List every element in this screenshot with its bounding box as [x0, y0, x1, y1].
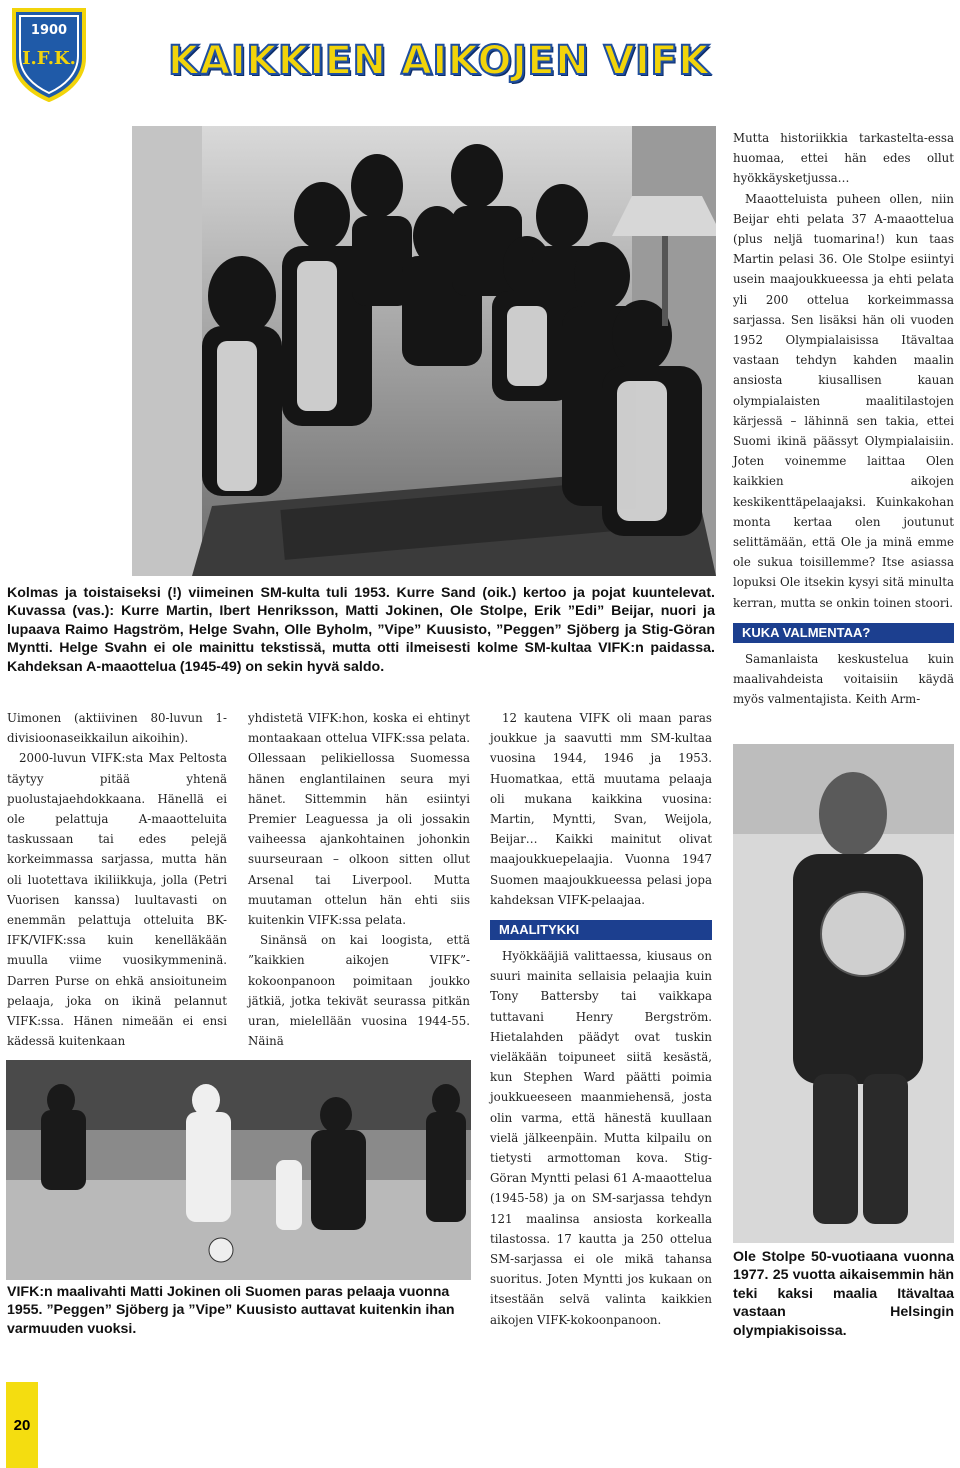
paragraph: 12 kautena VIFK oli maan paras joukkue ja saavutti mm SM-kultaa vuosina 1944, 1946 ja 1953. Huomatkaa, että muutama pelaaja oli mukana kaikkina vuosina: Martin, Myntti, Svan, Weijola, Beijar… Kaikki mainitut olivat maajoukkuepelaajia. Vuonna 1947 Suomen maajoukkueessa pelasi jopa kahdeksan VIFK-pelaajaa. — [490, 711, 712, 907]
paragraph: Maaotteluista puheen ollen, niin Beijar ehti pelata 37 A-maaottelua (plus neljä tuomarina!) kun taas Martin pelasi 36. Ole Stolpe esiintyi usein maajoukkueessa ja ehti pelata yli 200 ottelua korkeimmassa sarjassa. Sen lisäksi hän oli vuoden 1952 Olympialaisissa Itävaltaa vastaan tehdyn kahden maalin ansiosta kiusallisen kauan olympialaisten maalitilastojen kärjessä – lähinnä sen takia, ettei Suomi ikinä päässyt Olympialaisiin. Joten voinemme laittaa Olen kaikkien aikojen keskikenttäpelaajaksi. Kuinkakohan monta kertaa olen joutunut selittämään, että Ole ja minä emme ole sukua toisillemme? Itse asiassa lopuksi Ole itsekin kysyi sitä minulta kerran, mutta se onkin toinen stoori. — [733, 191, 954, 610]
logo-letters: I.F.K. — [22, 48, 76, 69]
team-photo — [132, 126, 716, 576]
portrait-photo — [733, 744, 954, 1243]
paragraph: Uimonen (aktiivinen 80-luvun 1-divisioonaseikkailun aikoihin). — [7, 711, 227, 746]
section-heading-kuka-valmentaa: KUKA VALMENTAA? — [733, 623, 954, 643]
paragraph: Hyökkääjiä valittaessa, kiusaus on suuri mainita sellaisia pelaajia kuin Tony Battersby tai vaikkapa tuttavani Henry Bergström. Hietalahden päädyt ovat tuskin vieläkään toipuneet siitä kesästä, kun Stephen Ward päätti poimia joukkueeseen maanmiehensä, josta olin varma, että hänestä kuullaan vielä jälkeenpäin. Mutta kilpailu on tietysti armottoman kova. Stig-Göran Myntti pelasi 61 A-maaottelua (1945-58) ja on SM-sarjassa tehdyn 121 maalinsa ansiosta korkealla tilastossa. 17 kautta ja 250 ottelua SM-sarjassa ei ole mikä tahansa suoritus. Joten Myntti jos kukaan on itsestään selvä valinta kaikkien aikojen VIFK-kokoonpanoon. — [490, 949, 712, 1327]
portrait-photo-caption: Ole Stolpe 50-vuotiaana vuonna 1977. 25 vuotta aikaisemmin hän teki kaksi maalia Itävaltaa vastaan Helsingin olympiakisoissa. — [733, 1249, 954, 1339]
ifk-logo — [6, 6, 92, 102]
page-number: 20 — [6, 1382, 38, 1468]
paragraph: yhdistetä VIFK:hon, koska ei ehtinyt montaakaan ottelua VIFK:ssa pelata. Ollessaan pelikiellossa Suomessa hänen englantilainen seura myi hänet. Sittemmin hän esiintyi Premier Leaguessa ja oli jossakin vaiheessa ajankohtainen johonkin suurseuraan – olkoon sitten ollut Arsenal tai Liverpool. Mutta muutaman ottelun hän ehti siis kuitenkin VIFK:ssa pelata. — [248, 711, 470, 928]
section-heading-maalitykki: MAALITYKKI — [490, 920, 712, 940]
match-photo-caption: VIFK:n maalivahti Matti Jokinen oli Suomen paras pelaaja vuonna 1955. ”Peggen” Sjöberg ja ”Vipe” Kuusisto auttavat kuitenkin ihan varmuuden vuoksi. — [7, 1284, 455, 1337]
article-column-2 — [248, 708, 470, 1051]
paragraph: Mutta historiikkia tarkastelta-essa huomaa, ettei hän edes ollut hyökkäysketjussa… — [733, 131, 954, 186]
masthead — [166, 38, 766, 96]
paragraph: 2000-luvun VIFK:sta Max Peltosta täytyy pitää yhtenä puolustajaehdokkaana. Hänellä ei ole pelattuja A-maaotteluita taskussaan tai edes pelejä korkeimmassa sarjassa, mutta hän oli luotettava ikiliikkuja, jolla (Petri Vuorisen kanssa) luultavasti on enemmän pelattuja otteluita BK-IFK/VIFK:ssa kuin kenelläkään muulla viime vuosikymmeninä. Darren Purse on ehkä ansioituneim pelaaja, joka on ikinä pelannut VIFK:ssa. Hänen nimeään ei ensi kädessä kuitenkaan — [7, 751, 227, 1049]
match-photo — [6, 1060, 471, 1280]
logo-year: 1900 — [30, 23, 68, 38]
paragraph: Sinänsä on kai loogista, että ”kaikkien aikojen VIFK”-kokoonpanoon poimitaan joukko jätkiä, jotka tekivät seurassa pitkän uran, mielellään vuosina 1944-55. Näinä — [248, 933, 470, 1049]
article-column-1 — [7, 708, 227, 1051]
article-column-3 — [490, 708, 712, 1330]
team-photo-caption: Kolmas ja toistaiseksi (!) viimeinen SM-kulta tuli 1953. Kurre Sand (oik.) kertoo ja pojat kuuntelevat. Kuvassa (vas.): Kurre Martin, Ibert Henriksson, Matti Jokinen, Ole Stolpe, Erik ”Edi” Beijar, nuori ja lupaava Raimo Hagström, Helge Svahn, Olle Byholm, ”Vipe” Kuusisto, ”Peggen” Sjöberg ja Stig-Göran Myntti. Helge Svahn ei ole mainittu tekstissä, mutta otti ilmeisesti kolme SM-kultaa VIFK:n paidassa. Kahdeksan A-maaottelua (1945-49) on sekin hyvä saldo. — [7, 585, 715, 675]
article-column-4 — [733, 128, 954, 709]
paragraph: Samanlaista keskustelua kuin maalivahdeista voitaisiin käydä myös valmentajista. Keith Arm- — [733, 651, 954, 707]
masthead-title: KAIKKIEN AIKOJEN VIFK — [168, 38, 710, 84]
